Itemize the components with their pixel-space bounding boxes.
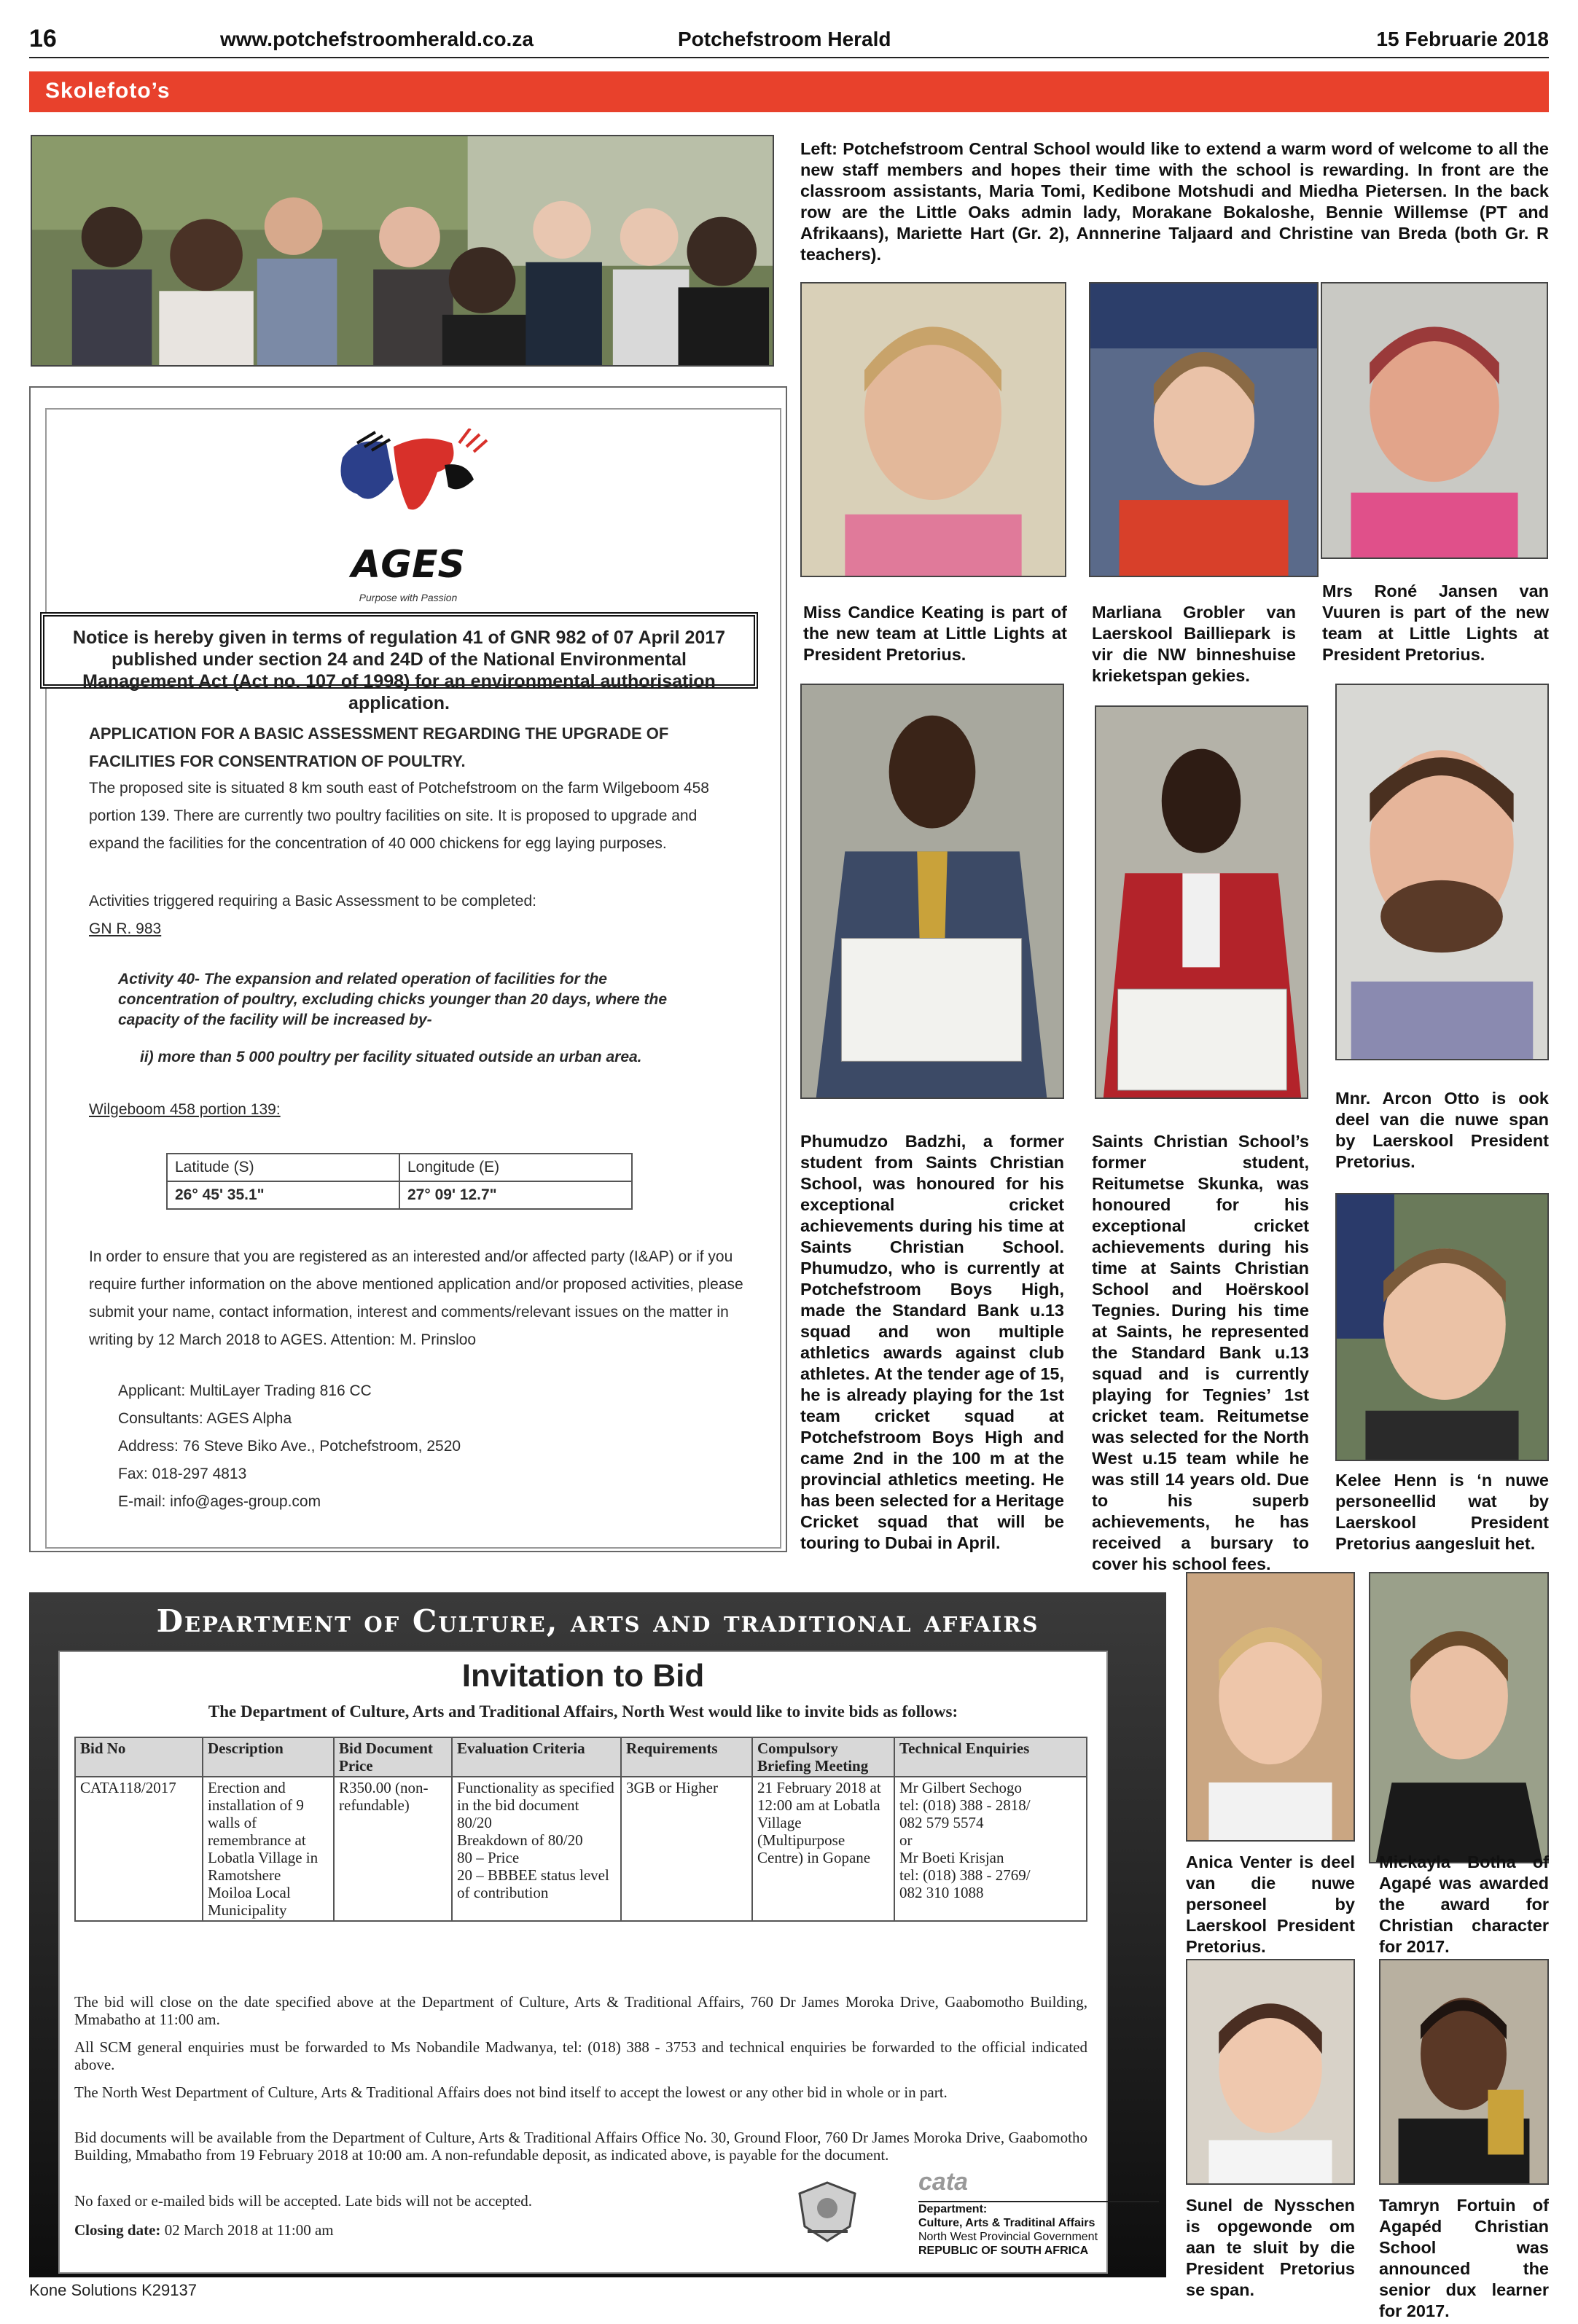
phumudzo-badzhi-photo — [800, 684, 1064, 1099]
cata-line: North West Provincial Government — [918, 2231, 1098, 2243]
reitumetse-skunka-caption: Saints Christian School’s former student, Reitumetse Skunka, was honoured for his exceptional cricket achievements during his time at Saints Christian School and Hoërskool Tegnies. During his time at Saints, he represented the Standard Bank u.13 squad and is currently playing for Tegnies’ 1st cricket team. Reitumetse was selected for the North West u.15 team while he was still 14 years old. Due to his superb achievements, he has received a bursary to cover his school fees. — [1092, 1132, 1309, 1573]
bid-col-header: Evaluation Criteria — [452, 1737, 621, 1777]
masthead — [29, 26, 1549, 58]
ages-address: Address: 76 Steve Biko Ave., Potchefstroom, 2520 — [118, 1438, 461, 1455]
ages-name: AGES — [351, 543, 465, 587]
bid-table — [74, 1737, 1087, 1922]
ages-notice-box — [40, 612, 758, 713]
ages-farm: Wilgeboom 458 portion 139: — [89, 1101, 281, 1118]
ages-register-text: In order to ensure that you are registered as an interested and/or affected party (I&AP) or if you require further information on the above mentioned application and/or proposed activities, please submit your name, contact information, interest and comments/relevant issues on the matter in writing by 12 March 2018 to AGES. Attention: M. Prinsloo — [89, 1248, 743, 1348]
ages-gnr: GN R. 983 — [89, 920, 162, 937]
bid-cell: 21 February 2018 at 12:00 am at Lobatla Village (Multipurpose Centre) in Gopane — [752, 1777, 894, 1921]
bid-intro: The Department of Culture, Arts and Traditional Affairs, North West would like to invite bids as follows: — [208, 1702, 958, 1721]
ages-site-text: The proposed site is situated 8 km south east of Potchefstroom on the farm Wilgeboom 458 portion 139. There are currently two poultry facilities on site. It is proposed to upgrade and expand the facilities for the concentration of 40 000 chickens for egg laying purposes. — [89, 780, 709, 852]
candice-keating-photo — [800, 282, 1066, 577]
cata-line: Department: — [918, 2203, 988, 2215]
ages-activity-40: Activity 40- The expansion and related operation of facilities for the concentration of poultry, excluding chicks younger than 20 days, where the capacity of the facility will be increased by- — [118, 971, 668, 1028]
sunel-de-nysschen-caption: Sunel de Nysschen is opgewonde om aan te sluit by die President Pretorius se span. — [1186, 2196, 1355, 2299]
bid-close-text: The bid will close on the date specified above at the Department of Culture, Arts & Traditional Affairs, 760 Dr James Moroka Drive, Gaabomotho Building, Mmabatho at 11:00 am. — [74, 1993, 1087, 2028]
anica-venter-photo — [1186, 1572, 1355, 1842]
anica-venter-caption: Anica Venter is deel van die nuwe personeel by Laerskool President Pretorius. — [1186, 1852, 1355, 1956]
bid-cell: R350.00 (non-refundable) — [334, 1777, 452, 1921]
bid-col-header: Compulsory Briefing Meeting — [752, 1737, 894, 1777]
cata-logo: cata — [918, 2168, 969, 2196]
bid-disclaimer-text: The North West Department of Culture, Arts & Traditional Affairs does not bind itself to accept the lowest or any other bid in whole or in part. — [74, 2084, 948, 2101]
section-title: Skolefoto’s — [45, 79, 171, 103]
longitude-value: 27° 09' 12.7" — [399, 1181, 632, 1209]
ages-applicant: Applicant: MultiLayer Trading 816 CC — [118, 1382, 372, 1399]
bid-fax-text: No faxed or e-mailed bids will be accepted. Late bids will not be accepted. — [74, 2192, 533, 2210]
bid-col-header: Bid No — [75, 1737, 203, 1777]
ages-notice-text: Notice is hereby given in terms of regulation 41 of GNR 982 of 07 April 2017 published under section 24 and 24D of the National Environmental Management Act (Act no. 107 of 1998) for an environmental authorisation application. — [72, 627, 726, 713]
ages-email: E-mail: info@ages-group.com — [118, 1493, 321, 1510]
mickayla-botha-photo — [1369, 1572, 1549, 1863]
kelee-henn-caption: Kelee Henn is ‘n nuwe personeellid wat by Laerskool President Pretorius aangesluit het. — [1335, 1471, 1549, 1553]
kelee-henn-photo — [1335, 1193, 1549, 1461]
coat-of-arms-icon — [793, 2179, 862, 2245]
website-url: www.potchefstroomherald.co.za — [220, 28, 534, 50]
bid-cell: CATA118/2017 — [75, 1777, 203, 1921]
bid-enquiries-text: All SCM general enquiries must be forwarded to Ms Nobandile Madwanya, tel: (018) 388 - 3753 and technical enquiries be forwarded to the official indicated above. — [74, 2038, 1087, 2073]
bid-col-header: Technical Enquiries — [894, 1737, 1087, 1777]
ages-heading: APPLICATION FOR A BASIC ASSESSMENT REGARDING THE UPGRADE OF FACILITIES FOR CONSENTRATION OF POULTRY. — [89, 724, 669, 770]
arcon-otto-caption: Mnr. Arcon Otto is ook deel van die nuwe span by Laerskool President Pretorius. — [1335, 1089, 1549, 1171]
ages-activities-label: Activities triggered requiring a Basic Assessment to be completed: — [89, 893, 536, 909]
bid-cell: 3GB or Higher — [621, 1777, 752, 1921]
ages-tagline: Purpose with Passion — [359, 592, 458, 603]
cata-line: Culture, Arts & Traditinal Affairs — [918, 2217, 1095, 2229]
sunel-de-nysschen-photo — [1186, 1959, 1355, 2185]
ages-consultants: Consultants: AGES Alpha — [118, 1410, 292, 1427]
bid-col-header: Requirements — [621, 1737, 752, 1777]
issue-date: 15 Februarie 2018 — [1376, 28, 1549, 50]
marliana-grobler-caption: Marliana Grobler van Laerskool Bailliepark is vir die NW binneshuise krieketspan gekies. — [1092, 603, 1296, 685]
tamryn-fortuin-photo — [1379, 1959, 1549, 2185]
candice-keating-caption: Miss Candice Keating is part of the new team at Little Lights at President Pretorius. — [803, 603, 1067, 664]
bid-title: Invitation to Bid — [461, 1658, 705, 1694]
arcon-otto-photo — [1335, 684, 1549, 1060]
latitude-value: 26° 45' 35.1" — [167, 1181, 399, 1209]
reitumetse-skunka-photo — [1095, 705, 1308, 1099]
cata-department-block — [918, 2201, 1159, 2258]
staff-group-photo — [31, 135, 774, 367]
bid-cell: Mr Gilbert Sechogo tel: (018) 388 - 2818/ 082 579 5574 or Mr Boeti Krisjan tel: (018) 388 - 2769/ 082 310 1088 — [894, 1777, 1087, 1921]
phumudzo-badzhi-caption: Phumudzo Badzhi, a former student from Saints Christian School, was honoured for his exceptional cricket achievements during his time at Saints Christian School. Phumudzo, who is currently at Potchefstroom Boys High, made the Standard Bank u.13 squad and won multiple athletics awards against club athletes. At the tender age of 15, he is already playing for the 1st team cricket squad at Potchefstroom Boys High and came 2nd in the 100 m at the provincial athletics meeting. He has been selected for a Heritage Cricket squad that will be touring to Dubai in April. — [800, 1132, 1064, 1552]
bid-col-header: Bid Document Price — [334, 1737, 452, 1777]
newspaper-name: Potchefstroom Herald — [678, 28, 891, 50]
closing-value: 02 March 2018 at 11:00 am — [164, 2221, 334, 2239]
ages-activity-40-ii: ii) more than 5 000 poultry per facility situated outside an urban area. — [140, 1049, 642, 1065]
table-row — [75, 1777, 1087, 1921]
bid-documents-text: Bid documents will be available from the Department of Culture, Arts & Traditional Affairs Office No. 30, Ground Floor, 760 Dr James Moroka Drive, Gaabomotho Building, Mmabatho from 19 February 2018 at 10:00 am. A non-refundable deposit, as indicated above, is payable for the document. — [74, 2129, 1087, 2164]
latitude-label: Latitude (S) — [167, 1154, 399, 1181]
coordinates-table — [166, 1153, 633, 1210]
tamryn-fortuin-caption: Tamryn Fortuin of Agapéd Christian School was announced the senior dux learner for 2017. — [1379, 2196, 1549, 2320]
bid-cell: Functionality as specified in the bid document 80/20 Breakdown of 80/20 80 – Price 20 – BBBEE status level of contribution — [452, 1777, 621, 1921]
marliana-grobler-photo — [1089, 282, 1319, 577]
staff-photo-caption: Left: Potchefstroom Central School would like to extend a warm word of welcome to all the new staff members and hopes their time with the school is rewarding. In front are the classroom assistants, Maria Tomi, Kedibone Motshudi and Miedha Pietersen. In the back row are the Little Oaks admin lady, Morakane Bokaloshe, Bennie Willemse (PT and Afrikaans), Mariette Hart (Gr. 2), Annnerine Taljaard and Christine van Breda (both Gr. R teachers). — [800, 139, 1549, 264]
bid-col-header: Description — [203, 1737, 334, 1777]
closing-label: Closing date: — [74, 2221, 161, 2239]
ages-fax: Fax: 018-297 4813 — [118, 1466, 247, 1482]
section-bar — [29, 71, 1549, 112]
mickayla-botha-caption: Mickayla Botha of Agapé was awarded the award for Christian character for 2017. — [1379, 1852, 1549, 1956]
rone-jansen-photo — [1321, 282, 1548, 559]
footer-credit: Kone Solutions K29137 — [29, 2281, 197, 2299]
dept-title: Department of Culture, arts and traditional affairs — [156, 1603, 1039, 1639]
longitude-label: Longitude (E) — [399, 1154, 632, 1181]
rone-jansen-caption: Mrs Roné Jansen van Vuuren is part of the new team at Little Lights at President Pretorius. — [1322, 582, 1549, 664]
bid-closing-date — [74, 2221, 730, 2239]
cata-line: REPUBLIC OF SOUTH AFRICA — [918, 2245, 1089, 2257]
bid-cell: Erection and installation of 9 walls of remembrance at Lobatla Village in Ramotshere Moiloa Local Municipality — [203, 1777, 334, 1921]
page-number: 16 — [29, 25, 57, 52]
